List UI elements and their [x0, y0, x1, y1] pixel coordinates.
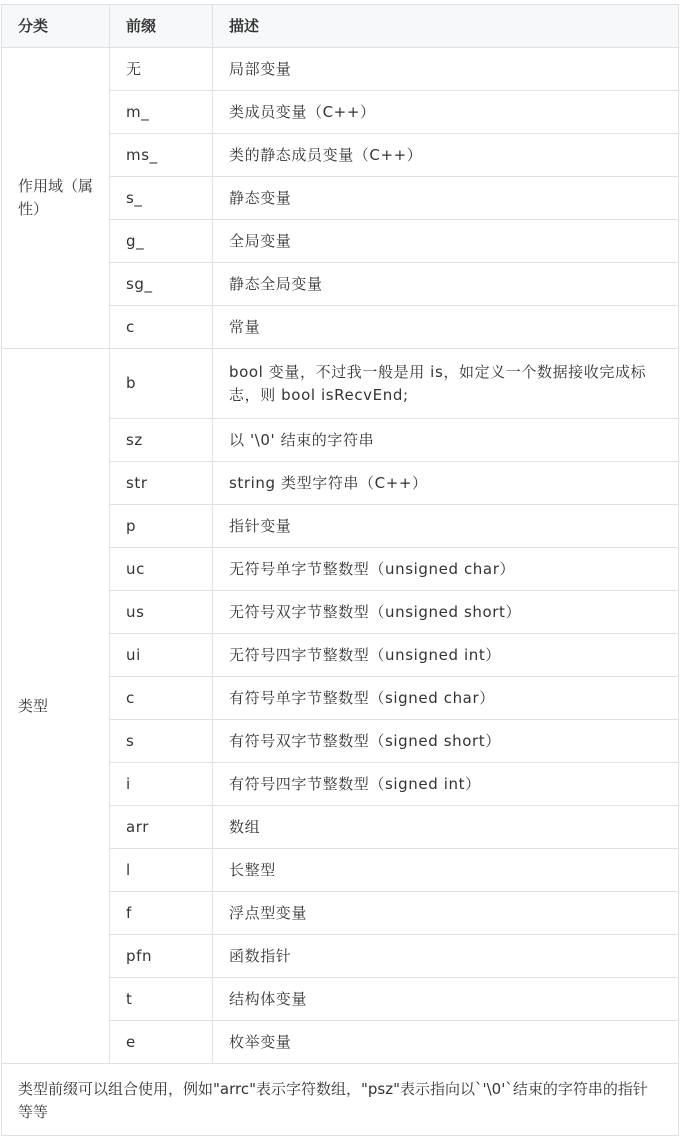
description-cell: bool 变量，不过我一般是用 is，如定义一个数据接收完成标志，则 bool isRecvEnd; [213, 349, 679, 419]
prefix-cell: c [110, 677, 213, 720]
description-cell: 数组 [213, 806, 679, 849]
header-description: 描述 [213, 5, 679, 48]
prefix-cell: uc [110, 548, 213, 591]
prefix-table [1, 4, 679, 1136]
header-category: 分类 [2, 5, 110, 48]
category-cell: 作用域（属性） [2, 48, 110, 349]
description-cell: 无符号单字节整数型（unsigned char） [213, 548, 679, 591]
prefix-cell: ui [110, 634, 213, 677]
description-cell: 指针变量 [213, 505, 679, 548]
description-cell: 类成员变量（C++） [213, 91, 679, 134]
description-cell: 浮点型变量 [213, 892, 679, 935]
description-cell: 枚举变量 [213, 1021, 679, 1064]
description-cell: 类的静态成员变量（C++） [213, 134, 679, 177]
footnote-row [2, 1064, 679, 1136]
table-body [2, 48, 679, 1064]
prefix-cell: e [110, 1021, 213, 1064]
prefix-cell: sg_ [110, 263, 213, 306]
prefix-cell: ms_ [110, 134, 213, 177]
prefix-cell: b [110, 349, 213, 419]
prefix-cell: g_ [110, 220, 213, 263]
footnote-text: 类型前缀可以组合使用，例如"arrc"表示字符数组，"psz"表示指向以`'\0'`结束的字符串的指针等等 [2, 1064, 679, 1136]
prefix-cell: p [110, 505, 213, 548]
description-cell: 有符号单字节整数型（signed char） [213, 677, 679, 720]
description-cell: 函数指针 [213, 935, 679, 978]
description-cell: string 类型字符串（C++） [213, 462, 679, 505]
prefix-cell: arr [110, 806, 213, 849]
table-row [2, 48, 679, 91]
prefix-cell: c [110, 306, 213, 349]
prefix-cell: pfn [110, 935, 213, 978]
description-cell: 静态全局变量 [213, 263, 679, 306]
prefix-cell: f [110, 892, 213, 935]
description-cell: 局部变量 [213, 48, 679, 91]
prefix-cell: t [110, 978, 213, 1021]
prefix-cell: m_ [110, 91, 213, 134]
prefix-cell: l [110, 849, 213, 892]
table-row [2, 349, 679, 419]
description-cell: 结构体变量 [213, 978, 679, 1021]
description-cell: 无符号四字节整数型（unsigned int） [213, 634, 679, 677]
category-cell: 类型 [2, 349, 110, 1064]
description-cell: 全局变量 [213, 220, 679, 263]
description-cell: 以 '\0' 结束的字符串 [213, 419, 679, 462]
description-cell: 常量 [213, 306, 679, 349]
prefix-cell: i [110, 763, 213, 806]
description-cell: 长整型 [213, 849, 679, 892]
description-cell: 无符号双字节整数型（unsigned short） [213, 591, 679, 634]
description-cell: 有符号四字节整数型（signed int） [213, 763, 679, 806]
prefix-cell: 无 [110, 48, 213, 91]
description-cell: 有符号双字节整数型（signed short） [213, 720, 679, 763]
prefix-cell: sz [110, 419, 213, 462]
prefix-cell: str [110, 462, 213, 505]
prefix-cell: s_ [110, 177, 213, 220]
header-prefix: 前缀 [110, 5, 213, 48]
prefix-cell: s [110, 720, 213, 763]
description-cell: 静态变量 [213, 177, 679, 220]
table-header-row [2, 5, 679, 48]
prefix-cell: us [110, 591, 213, 634]
